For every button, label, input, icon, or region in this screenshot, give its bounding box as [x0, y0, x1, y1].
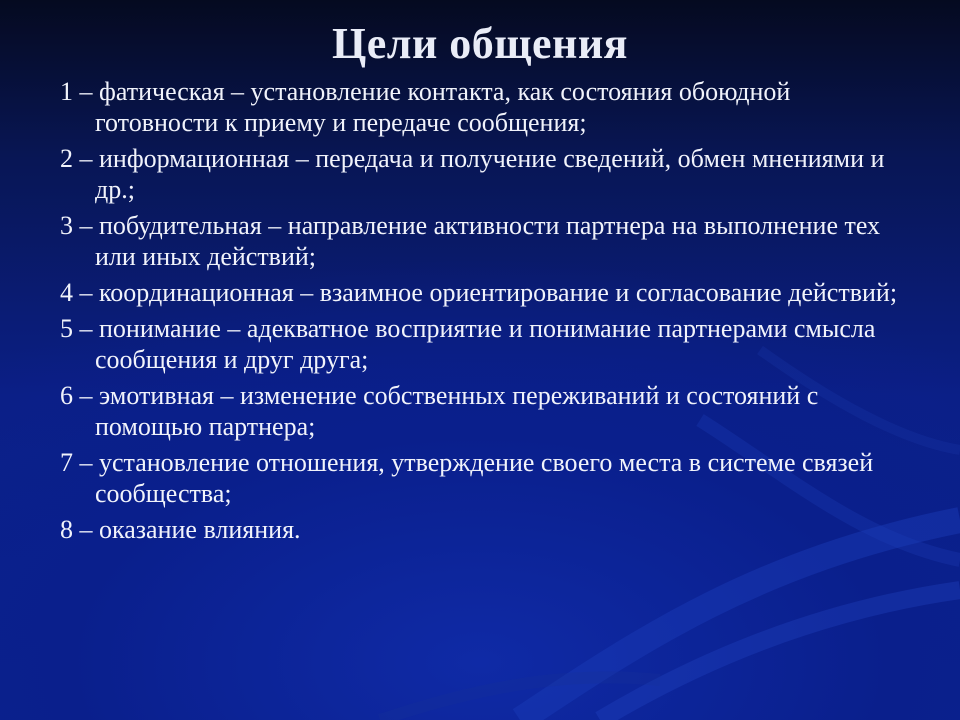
list-item: 7 – установление отношения, утверждение своего места в системе связей сообщества;: [60, 448, 874, 508]
list-item: 1 – фатическая – установление контакта, как состояния обоюдной готовности к приему и передаче сообщения;: [60, 77, 791, 137]
slide-title: Цели общения: [332, 19, 628, 68]
goals-list: [60, 76, 920, 550]
list-item: 5 – понимание – адекватное восприятие и понимание партнерами смысла сообщения и друг друга;: [60, 314, 876, 374]
list-item: 8 – оказание влияния.: [60, 515, 301, 544]
list-item: 3 – побудительная – направление активности партнера на выполнение тех или иных действий;: [60, 211, 881, 271]
list-item: 6 – эмотивная – изменение собственных переживаний и состояний с помощью партнера;: [60, 381, 819, 441]
list-item: 4 – координационная – взаимное ориентирование и согласование действий;: [60, 278, 898, 307]
list-item: 2 – информационная – передача и получение сведений, обмен мнениями и др.;: [60, 144, 885, 204]
